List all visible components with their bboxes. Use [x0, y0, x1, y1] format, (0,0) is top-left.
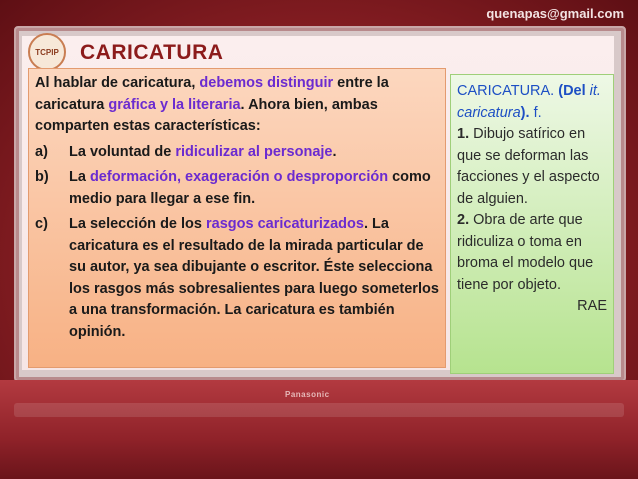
list-item-text: La selección de los rasgos caricaturizados. La caricatura es el resultado de la mirada particular de su autor, ya sea dibujante o escritor. Éste selecciona los rasgos más sobresalientes para luego someterlos a una transformación. La caricatura es también opinión.: [69, 216, 439, 340]
bezel-strip: [14, 403, 624, 417]
list-marker: a): [35, 143, 48, 160]
list-item: [35, 167, 439, 210]
intro-paragraph: [35, 73, 439, 138]
intro-text: Al hablar de caricatura,: [35, 75, 200, 91]
intro-highlight: debemos distinguir: [199, 75, 334, 91]
intro-text: . Ahora bien, ambas comparten estas características:: [35, 96, 378, 134]
list-item: [35, 214, 439, 343]
logo-badge: [28, 33, 66, 71]
logo-text: TCPIP: [35, 47, 59, 57]
intro-text: entre la caricatura: [35, 75, 389, 113]
sense-text: Obra de arte que ridiculiza o toma en broma el modelo que tiene por objeto.: [457, 212, 594, 293]
brand-logo: Panasonic: [285, 390, 330, 399]
list-item-text: La voluntad de ridiculizar al personaje.: [69, 143, 337, 160]
definition-text: CARICATURA. (Del it. caricatura). f. 1. Dibujo satírico en que se deforman las facciones y el aspecto de alguien. 2. Obra de arte que ridiculiza o toma en broma el modelo que tiene por objeto.: [457, 83, 601, 293]
list-item: [35, 142, 439, 164]
email-address: quenapas@gmail.com: [486, 6, 624, 21]
definition-headword: CARICATURA.: [457, 83, 555, 99]
sense-number: 1.: [457, 126, 470, 142]
list-marker: b): [35, 169, 49, 185]
sense-number: 2.: [457, 212, 470, 228]
list-item-text: La deformación, exageración o desproporción como medio para llegar a ese fin.: [69, 169, 431, 207]
characteristics-panel: [28, 68, 446, 368]
list-marker: c): [35, 216, 48, 232]
intro-highlight: gráfica y la literaria: [108, 96, 241, 113]
definition-panel: [450, 74, 614, 374]
source-label: RAE: [577, 298, 607, 314]
slide-title: CARICATURA: [80, 41, 224, 64]
sense-text: Dibujo satírico en que se deforman las facciones y el aspecto de alguien.: [457, 126, 600, 207]
